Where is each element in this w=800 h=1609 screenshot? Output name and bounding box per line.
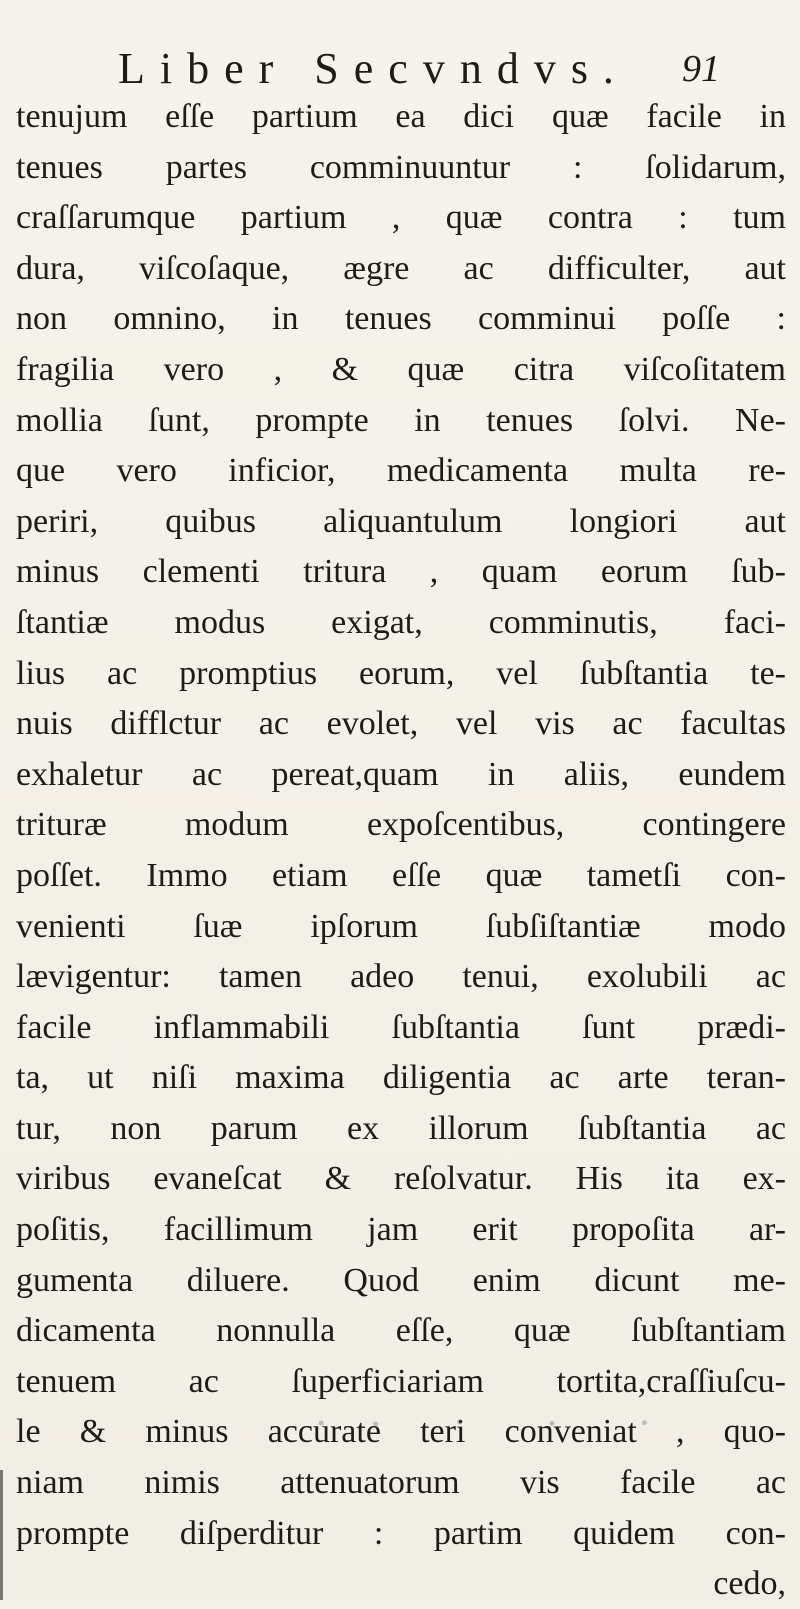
- text-line: minus clementi tritura , quam eorum ſub-: [16, 553, 786, 591]
- text-line: dicamenta nonnulla eſſe, quæ ſubſtantiam: [16, 1312, 786, 1350]
- running-head: [118, 44, 720, 94]
- text-line: facile inflammabili ſubſtantia ſunt prædi-: [16, 1008, 786, 1046]
- text-line: nuis difflctur ac evolet, vel vis ac facultas: [16, 705, 786, 743]
- text-line: prompte diſperditur : partim quidem con-: [16, 1514, 786, 1552]
- text-line: craſſarumque partium , quæ contra : tum: [16, 199, 786, 237]
- text-line: tenujum eſſe partium ea dici quæ facile in: [16, 98, 786, 135]
- margin-mark: [0, 1470, 3, 1600]
- catchword: cedo,: [713, 1565, 786, 1603]
- text-line: tur, non parum ex illorum ſubſtantia ac: [16, 1109, 786, 1147]
- text-line: que vero inficior, medicamenta multa re-: [16, 452, 786, 490]
- text-line: venienti ſuæ ipſorum ſubſiſtantiæ modo: [16, 907, 786, 945]
- text-line: lius ac promptius eorum, vel ſubſtantia te-: [16, 654, 786, 692]
- text-line: dura, viſcoſaque, ægre ac difficulter, aut: [16, 249, 786, 287]
- text-line: trituræ modum expoſcentibus, contingere: [16, 806, 786, 844]
- page-number: 91: [682, 48, 720, 90]
- text-line: lævigentur: tamen adeo tenui, exolubili ac: [16, 958, 786, 996]
- text-line: poſſet. Immo etiam eſſe quæ tametſi con-: [16, 856, 786, 894]
- text-line: exhaletur ac pereat,quam in aliis, eundem: [16, 755, 786, 793]
- text-line: le & minus accurate teri conveniat , quo-: [16, 1413, 786, 1451]
- text-line: tenuem ac ſuperficiariam tortita,craſſiuſcu-: [16, 1362, 786, 1400]
- running-title: Liber Secvndvs.: [118, 44, 629, 93]
- text-line: gumenta diluere. Quod enim dicunt me-: [16, 1261, 786, 1299]
- text-line: mollia ſunt, prompte in tenues ſolvi. Ne-: [16, 401, 786, 439]
- text-line: ta, ut niſi maxima diligentia ac arte teran-: [16, 1059, 786, 1097]
- text-line: fragilia vero , & quæ citra viſcoſitatem: [16, 350, 786, 388]
- body-text: [16, 92, 786, 1609]
- text-line: ſtantiæ modus exigat, comminutis, faci-: [16, 603, 786, 641]
- text-line: niam nimis attenuatorum vis facile ac: [16, 1464, 786, 1502]
- text-line: non omnino, in tenues comminui poſſe :: [16, 300, 786, 338]
- text-line: viribus evaneſcat & reſolvatur. His ita ex-: [16, 1160, 786, 1198]
- text-line: tenues partes comminuuntur : ſolidarum,: [16, 148, 786, 186]
- text-line: poſitis, facillimum jam erit propoſita ar-: [16, 1211, 786, 1249]
- ink-bleed-through: [300, 1413, 720, 1433]
- text-line: periri, quibus aliquantulum longiori aut: [16, 502, 786, 540]
